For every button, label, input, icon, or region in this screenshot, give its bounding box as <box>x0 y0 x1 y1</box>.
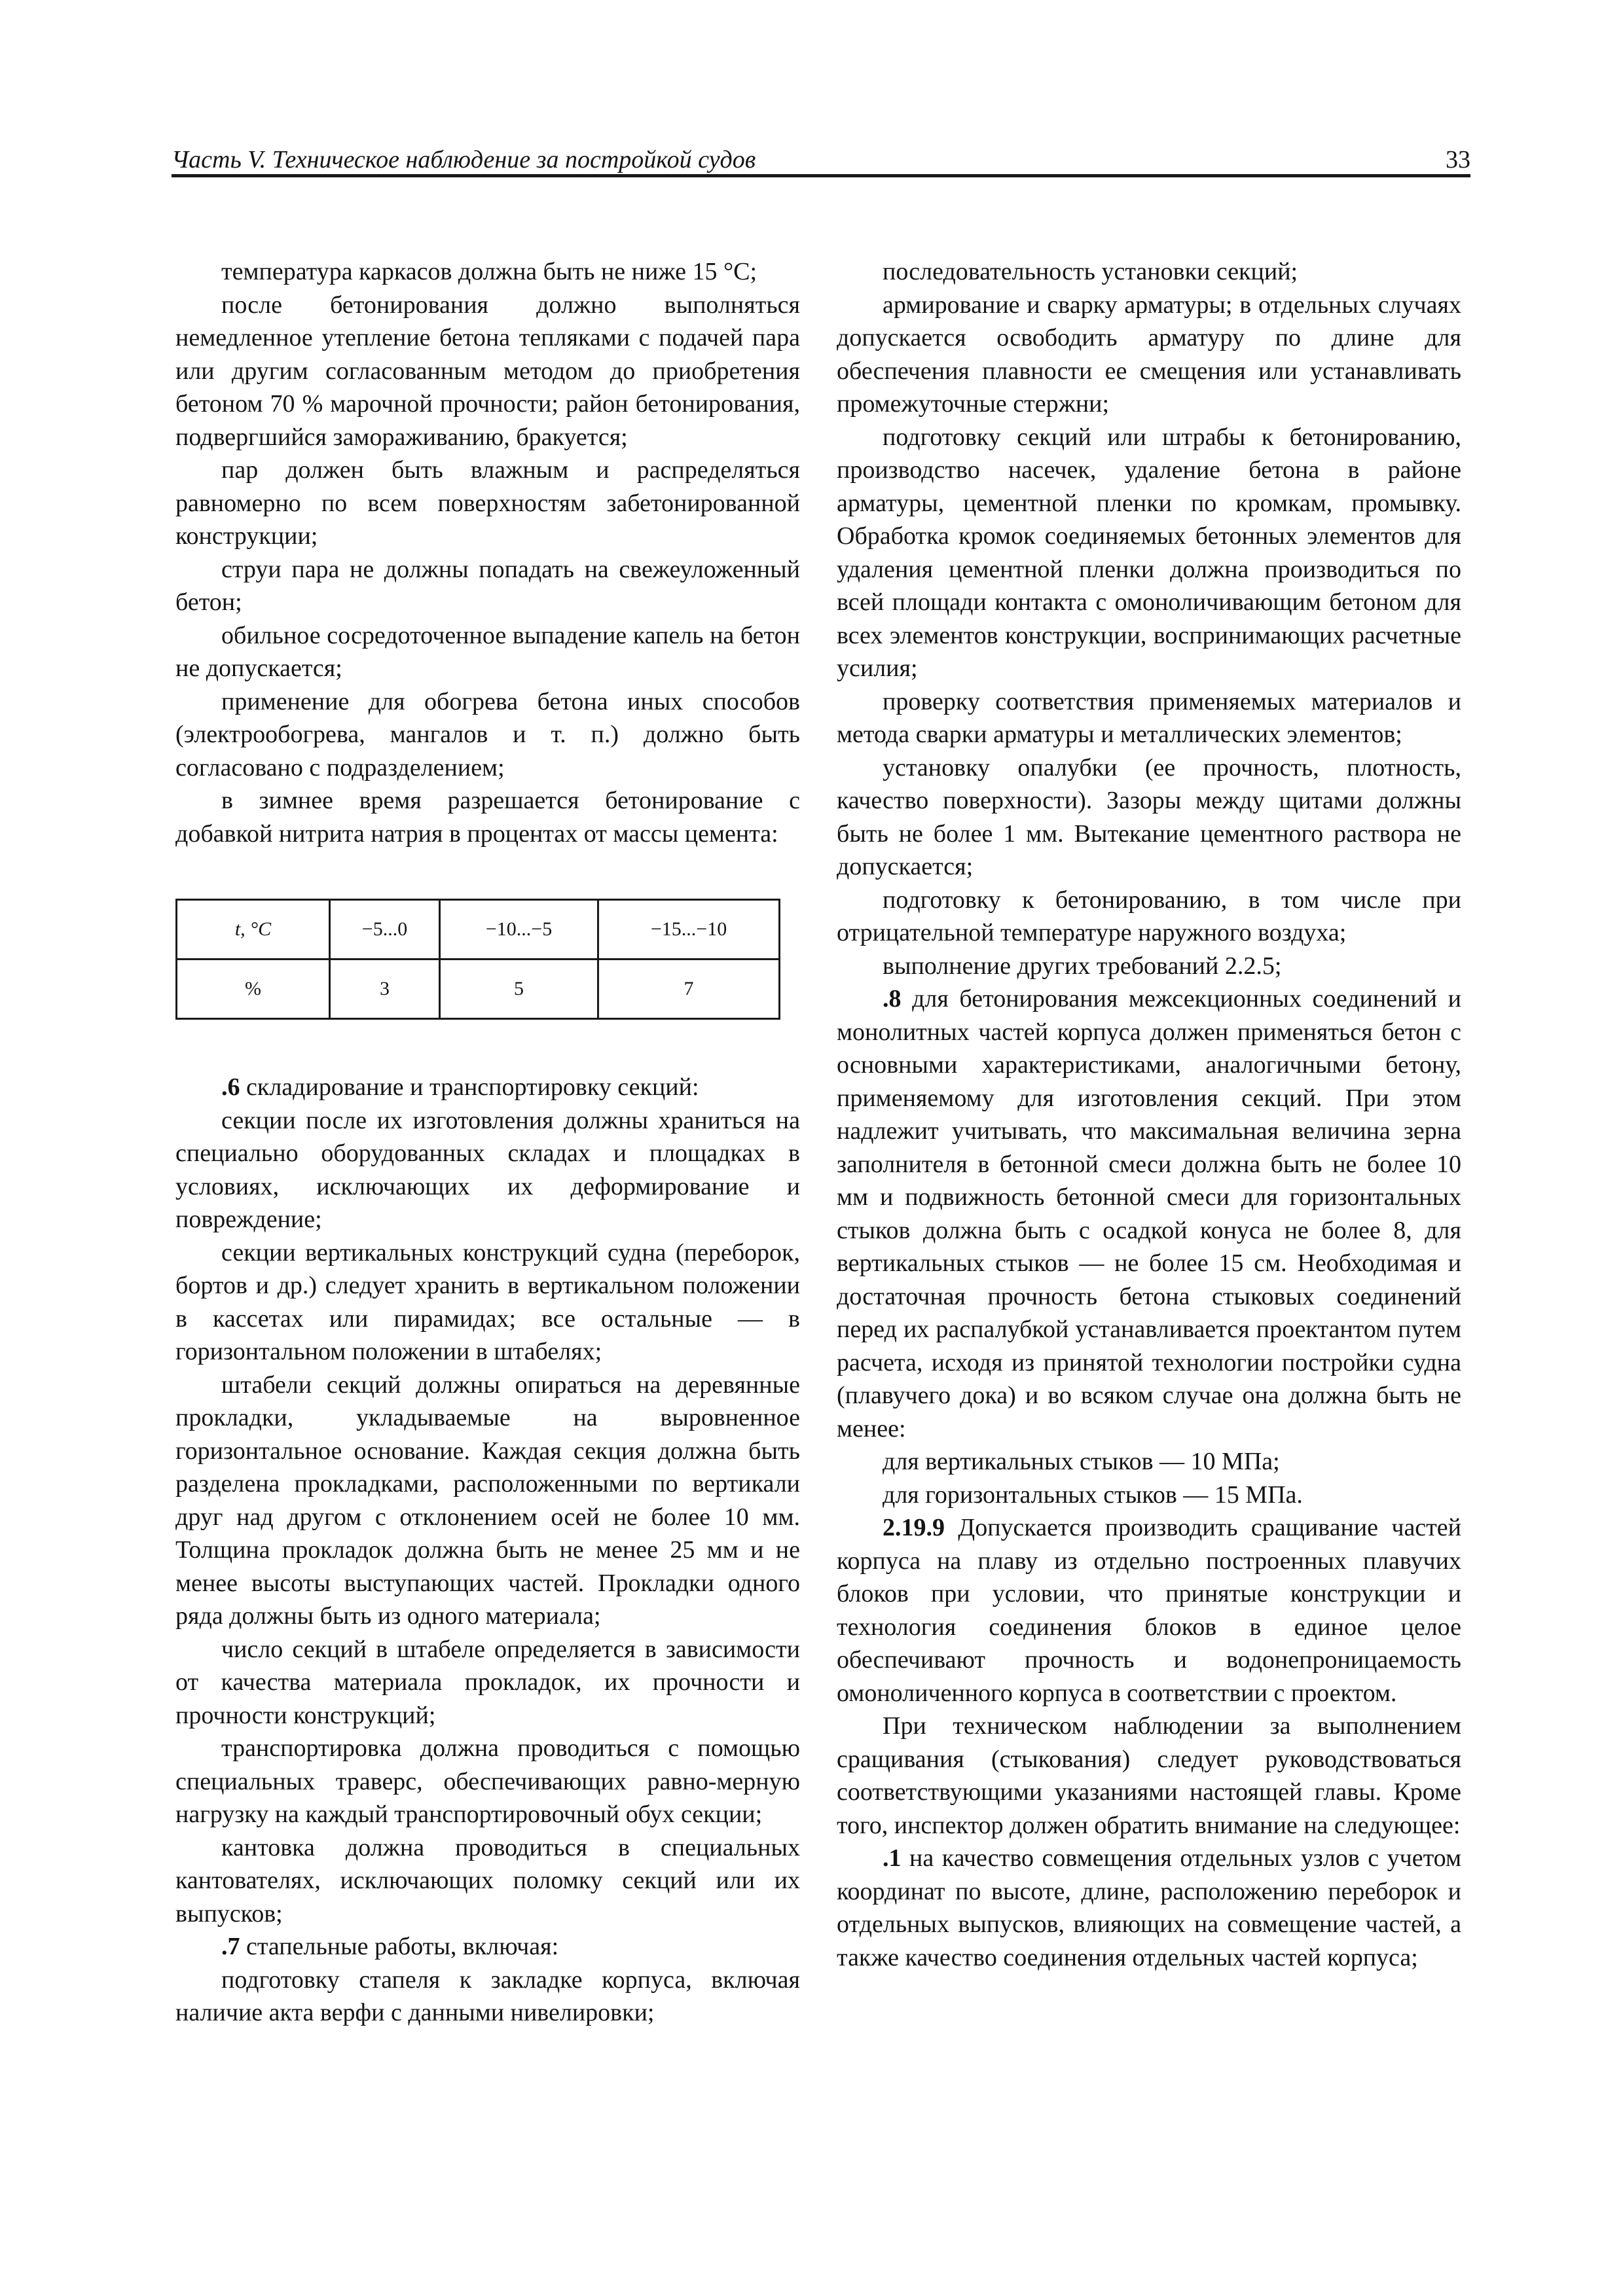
table-cell: t, °C <box>177 900 330 960</box>
item-text: на качество совмещения отдельных узлов с учетом координат по высоте, длине, расположению переборок и отдельных выпусков, влияющих на совмещение частей, а также качество соединения отдельных частей корпуса; <box>837 1844 1461 1971</box>
paragraph: обильное сосредоточенное выпадение капель на бетон не допускается; <box>175 621 800 682</box>
paragraph: выполнение других требований 2.2.5; <box>883 952 1282 980</box>
table-cell: −10...−5 <box>440 900 598 960</box>
paragraph: подготовку к бетонированию, в том числе при отрицательной температуре наружного воздуха; <box>837 886 1461 946</box>
table-row <box>177 960 780 1019</box>
paragraph: кантовка должна проводиться в специальных кантователях, исключающих поломку секций или их выпусков; <box>175 1833 800 1928</box>
left-column <box>175 255 800 2030</box>
paragraph: для вертикальных стыков — 10 МПа; <box>883 1448 1280 1475</box>
item-number: .6 <box>221 1073 240 1101</box>
running-header <box>172 145 1470 177</box>
table-cell: 3 <box>330 960 440 1019</box>
item-number: .8 <box>883 985 902 1013</box>
paragraph: применение для обогрева бетона иных способов (электрообогрева, мангалов и т. п.) должно быть согласовано с подразделением; <box>175 687 800 781</box>
item-7 <box>175 1930 800 1964</box>
item-number: .7 <box>221 1933 240 1960</box>
paragraph: после бетонирования должно выполняться немедленное утепление бетона тепляками с подачей пара или другим согласованным методом до приобретения бетоном 70 % марочной прочности; район бетонирования, подвергшийся замораживанию, бракуется; <box>175 291 800 451</box>
section-number: 2.19.9 <box>883 1514 945 1541</box>
table-cell: % <box>177 960 330 1019</box>
section-2-19-9 <box>837 1511 1461 1710</box>
item-text: складирование и транспортировку секций: <box>240 1073 699 1101</box>
paragraph: последовательность установки секций; <box>883 258 1298 285</box>
item-6 <box>175 1071 800 1104</box>
paragraph: струи пара не должны попадать на свежеуложенный бетон; <box>175 555 800 616</box>
table-row <box>177 900 780 960</box>
paragraph: в зимнее время разрешается бетонирование с добавкой нитрита натрия в процентах от массы цемента: <box>175 787 800 848</box>
paragraph: секции после их изготовления должны храниться на специально оборудованных складах и площадках в условиях, исключающих их деформирование и повреждение; <box>175 1106 800 1233</box>
table-cell: 7 <box>598 960 780 1019</box>
paragraph: подготовку стапеля к закладке корпуса, включая наличие акта верфи с данными нивелировки; <box>175 1965 800 2026</box>
section-text: Допускается производить сращивание частей корпуса на плаву из отдельно построенных плавучих блоков при условии, что принятые конструкции и технология соединения блоков в единое целое обеспечивают прочность и водонепроницаемость омоноличенного корпуса в соответствии с проектом. <box>837 1514 1461 1707</box>
paragraph: транспортировка должна проводиться с помощью специальных траверс, обеспечивающих равно-мерную нагрузку на каждый транспортировочный обух секции; <box>175 1734 800 1828</box>
paragraph: установку опалубки (ее прочность, плотность, качество поверхности). Зазоры между щитами должны быть не более 1 мм. Вытекание цементного раствора не допускается; <box>837 753 1461 880</box>
table-cell: 5 <box>440 960 598 1019</box>
paragraph: секции вертикальных конструкций судна (переборок, бортов и др.) следует хранить в вертикальном положении в кассетах или пирамидах; все остальные — в горизонтальном положении в штабелях; <box>175 1238 800 1365</box>
paragraph: для горизонтальных стыков — 15 МПа. <box>883 1480 1303 1509</box>
paragraph: проверку соответствия применяемых материалов и метода сварки арматуры и металлических элементов; <box>837 687 1461 748</box>
item-1 <box>837 1842 1461 1974</box>
paragraph: температура каркасов должна быть не ниже 15 °С; <box>221 258 757 285</box>
temperature-table <box>175 899 780 1020</box>
paragraph: число секций в штабеле определяется в зависимости от качества материала прокладок, их прочности и прочности конструкций; <box>175 1635 800 1729</box>
paragraph: армирование и сварку арматуры; в отдельных случаях допускается освободить арматуру по длине для обеспечения плавности ее смещения или устанавливать промежуточные стержни; <box>837 291 1461 418</box>
paragraph: При техническом наблюдении за выполнением сращивания (стыкования) следует руководствоваться соответствующими указаниями настоящей главы. Кроме того, инспектор должен обратить внимание на следующее: <box>837 1712 1461 1839</box>
table-cell: −5...0 <box>330 900 440 960</box>
item-8 <box>837 982 1461 1445</box>
header-title: Часть V. Техническое наблюдение за постройкой судов <box>172 146 756 173</box>
item-text: стапельные работы, включая: <box>240 1933 559 1960</box>
right-column <box>837 255 1461 1974</box>
paragraph: штабели секций должны опираться на деревянные прокладки, укладываемые на выровненное горизонтальное основание. Каждая секция должна быть разделена прокладками, расположенными по вертикали друг над другом с отклонением осей не более 10 мм. Толщина прокладок должна быть не менее 25 мм и не менее высоты выступающих частей. Прокладки одного ряда должны быть из одного материала; <box>175 1371 800 1630</box>
page-number: 33 <box>1446 146 1470 173</box>
item-text: для бетонирования межсекционных соединений и монолитных частей корпуса должен применяться бетон с основными характеристиками, аналогичными бетону, применяемому для изготовления секций. При этом надлежит учитывать, что максимальная величина зерна заполнителя в бетонной смеси должна быть не более 10 мм и подвижность бетонной смеси для горизонтальных стыков должна быть с осадкой конуса не более 8, для вертикальных стыков — не более 15 см. Необходимая и достаточная прочность бетона стыковых соединений перед их распалубкой устанавливается проектантом путем расчета, исходя из принятой технологии постройки судна (плавучего дока) и во всяком случае она должна быть не менее: <box>837 985 1461 1443</box>
item-number: .1 <box>883 1844 902 1872</box>
table-cell: −15...−10 <box>598 900 780 960</box>
paragraph: подготовку секций или штрабы к бетонированию, производство насечек, удаление бетона в районе арматуры, цементной пленки по кромкам, промывку. Обработка кромок соединяемых бетонных элементов для удаления цементной пленки должна производиться по всей площади контакта с омоноличивающим бетоном для всех элементов конструкции, воспринимающих расчетные усилия; <box>837 423 1461 682</box>
paragraph: пар должен быть влажным и распределяться равномерно по всем поверхностям забетонированной конструкции; <box>175 456 800 550</box>
